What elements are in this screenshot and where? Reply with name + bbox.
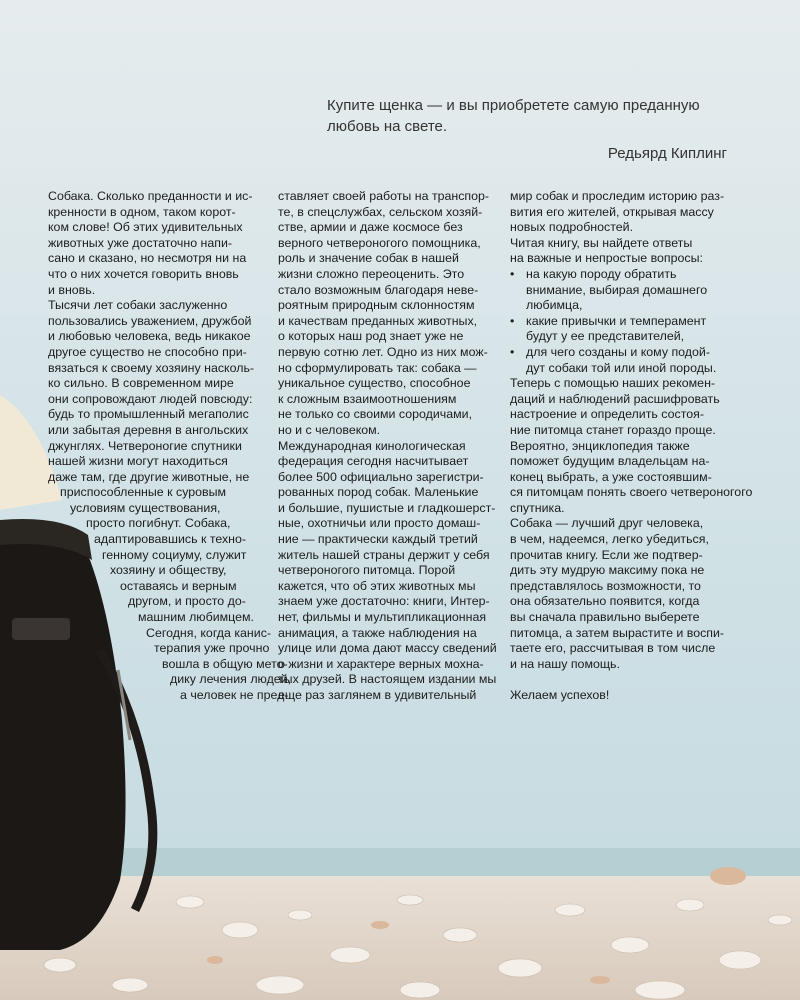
col1-line: оставаясь и верным (120, 578, 237, 593)
col1-line: ком слове! Об этих удивительных (48, 220, 243, 235)
col2-line: о которых наш род знает уже не (278, 329, 464, 344)
paragraph-gap (510, 672, 725, 688)
col1-line: вязаться к своему хозяину насколь- (48, 360, 255, 375)
col1-line: машним любимцем. (138, 610, 254, 625)
col2-line: четвероногого питомца. Порой (278, 563, 456, 578)
col2-line: о жизни и характере верных мохна- (278, 656, 484, 671)
col2-line: не только со своими сородичами, (278, 407, 473, 422)
col2-line: рованных пород собак. Маленькие (278, 485, 479, 500)
col3-line: мир собак и проследим историю раз- (510, 189, 725, 203)
col3-line: Вероятно, энциклопедия также (510, 438, 690, 453)
col1-line: дику лечения людей, (170, 672, 292, 687)
col2-line: улице или дома дают массу сведений (278, 641, 497, 656)
col1-line: они сопровождают людей повсюду: (48, 391, 253, 406)
col3-line: на важные и непростые вопросы: (510, 251, 703, 266)
col3-line: новых подробностей. (510, 220, 634, 235)
col1-line: другом, и просто до- (128, 594, 246, 609)
col1-line: нашей жизни могут находиться (48, 454, 228, 469)
col1-line: сано и сказано, но несмотря ни на (48, 251, 247, 266)
col2-line: еще раз заглянем в удивительный (278, 688, 477, 702)
col1-line: Тысячи лет собаки заслуженно (48, 298, 228, 313)
epigraph (327, 95, 727, 164)
col2-line: первую сотню лет. Одно из них мож- (278, 344, 488, 359)
col1-line: и любовью человека, ведь никакое (48, 329, 251, 344)
col3-line: конец выбрать, а уже состоявшим- (510, 469, 712, 484)
epigraph-author: Редьярд Киплинг (607, 145, 727, 162)
epigraph-quote-line-2: любовь на свете. (327, 118, 448, 135)
question-line: • какие привычки и темперамент (526, 313, 707, 328)
col2-line: те, в спецслужбах, сельском хозяй- (278, 204, 483, 219)
col2-line: ставляет своей работы на транспор- (278, 189, 490, 203)
col2-line: знаем уже достаточно: книги, Интер- (278, 594, 490, 609)
col1-line: терапия уже прочно (154, 641, 270, 656)
question-list-item (510, 345, 725, 376)
col3-line: спутника. (510, 500, 565, 515)
question-line: внимание, выбирая домашнего (526, 282, 708, 297)
col2-line: но сформулировать так: собака — (278, 360, 477, 375)
col2-line: анимация, а также наблюдения на (278, 625, 477, 640)
col1-line: генному социуму, служит (102, 547, 247, 562)
col3-line: Читая книгу, вы найдете ответы (510, 235, 693, 250)
col2-line: роятным природным склонностям (278, 298, 475, 313)
col2-line: верного четвероногого помощника, (278, 235, 481, 250)
col1-line: просто погибнут. Собака, (86, 516, 231, 531)
col3-line: представлялось возможности, то (510, 578, 701, 593)
col1-line: ко сильно. В современном мире (48, 376, 234, 391)
col3-line: дить эту мудрую максиму пока не (510, 563, 705, 578)
col3-line: в чем, надеемся, легко убедиться, (510, 532, 709, 547)
col2-line: стве, армии и даже космосе без (278, 220, 463, 235)
col1-line: животных уже достаточно напи- (48, 235, 233, 250)
col1-line: кренности в одном, таком корот- (48, 204, 236, 219)
col3-line: ние питомца станет гораздо проще. (510, 422, 716, 437)
closing-line: Желаем успехов! (510, 688, 610, 702)
col3-line: Собака — лучший друг человека, (510, 516, 704, 531)
col2-line: более 500 официально зарегистри- (278, 469, 484, 484)
col3-line: прочитав книгу. Если же подтвер- (510, 547, 703, 562)
col1-line: пользовались уважением, дружбой (48, 313, 252, 328)
col1-line: Сегодня, когда канис- (146, 625, 272, 640)
col2-line: нет, фильмы и мультипликационная (278, 610, 487, 625)
col1-line: а человек не пред- (180, 688, 289, 702)
col1-line: адаптировавшись к техно- (94, 532, 247, 547)
col2-line: тых друзей. В настоящем издании мы (278, 672, 497, 687)
col2-line: федерация сегодня насчитывает (278, 454, 469, 469)
col1-line: и вновь. (48, 282, 96, 297)
question-line: • для чего созданы и кому подой- (526, 344, 710, 359)
question-line: дут собаки той или иной породы. (526, 360, 717, 375)
col3-line: таете его, рассчитывая в том числе (510, 641, 716, 656)
col2-line: жизни сложно переоценить. Это (278, 266, 465, 281)
col1-line: даже там, где другие животные, не (48, 469, 250, 484)
text-column-2 (278, 189, 497, 704)
col2-line: ные, охотничьи или просто домаш- (278, 516, 481, 531)
col2-line: кажется, что об этих животных мы (278, 578, 476, 593)
question-list-item (510, 314, 725, 345)
col1-line: Собака. Сколько преданности и ис- (48, 189, 253, 203)
col2-line: и большие, пушистые и гладкошерст- (278, 500, 496, 515)
col3-line: она обязательно появится, когда (510, 594, 700, 609)
col1-line: что о них хочется говорить вновь (48, 266, 239, 281)
question-line: любимца, (526, 298, 583, 313)
col1-line: или забытая деревня в ангольских (48, 422, 249, 437)
col1-line: джунглях. Четвероногие спутники (48, 438, 242, 453)
col2-line: ние — практически каждый третий (278, 532, 478, 547)
col2-line: к сложным взаимоотношениям (278, 391, 457, 406)
col1-line: другое существо не способно при- (48, 344, 247, 359)
question-list (510, 267, 725, 376)
col1-line: будь то промышленный мегаполис (48, 407, 249, 422)
col2-line: стало возможным благодаря неве- (278, 282, 479, 297)
col3-line: настроение и определить состоя- (510, 407, 704, 422)
col3-line: вы сначала правильно выберете (510, 610, 700, 625)
col2-line: житель нашей страны держит у себя (278, 547, 490, 562)
col2-line: и качествам преданных животных, (278, 313, 478, 328)
col3-line: ся питомцам понять своего четвероногого (510, 485, 753, 500)
col3-line: поможет будущим владельцам на- (510, 454, 710, 469)
col1-line: вошла в общую мето- (162, 656, 288, 671)
col2-line: уникальное существо, способное (278, 376, 471, 391)
col2-line: Международная кинологическая (278, 438, 466, 453)
text-column-1 (48, 189, 292, 704)
col1-line: условиям существования, (70, 500, 221, 515)
col1-line: приспособленные к суровым (60, 485, 227, 500)
col3-line: даций и наблюдений расшифровать (510, 391, 720, 406)
col3-line: питомца, а затем вырастите и воспи- (510, 625, 725, 640)
question-list-item (510, 267, 725, 314)
text-column-3 (510, 189, 753, 704)
col2-line: роль и значение собак в нашей (278, 251, 459, 266)
col3-line: вития его жителей, открывая массу (510, 204, 714, 219)
col2-line: но и с человеком. (278, 422, 381, 437)
question-line: • на какую породу обратить (526, 266, 677, 281)
epigraph-quote-line-1: Купите щенка — и вы приобретете самую преданную (327, 97, 700, 114)
col3-line: Теперь с помощью наших рекомен- (510, 376, 716, 391)
col3-line: и на нашу помощь. (510, 656, 620, 671)
question-line: будут у ее представителей, (526, 329, 685, 344)
col1-line: хозяину и обществу, (110, 563, 227, 578)
